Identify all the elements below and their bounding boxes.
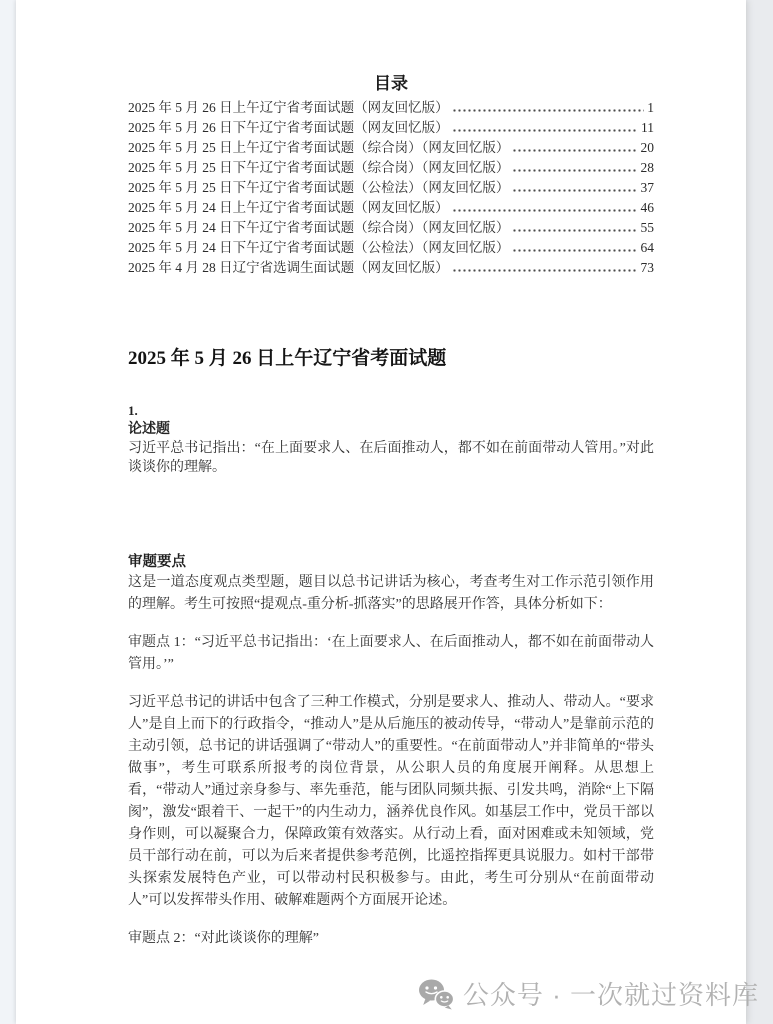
toc-dot-leader (512, 229, 637, 232)
analysis-point-2: 审题点 2：“对此谈谈你的理解” (128, 931, 319, 946)
toc-dot-leader (512, 169, 637, 172)
analysis-heading: 审题要点 (128, 554, 186, 570)
toc-dot-leader (452, 109, 645, 112)
toc-entry-page: 46 (640, 200, 654, 215)
toc-dot-leader (452, 269, 638, 272)
toc-dot-leader (512, 149, 637, 152)
toc-entry (128, 96, 654, 116)
toc-entry (128, 256, 654, 276)
toc-dot-leader (512, 249, 637, 252)
toc-entry (128, 116, 654, 136)
toc-entry-page: 1 (647, 100, 654, 115)
toc-dot-leader (452, 209, 638, 212)
toc-list (128, 96, 654, 276)
question-text: 习近平总书记指出：“在上面要求人、在后面推动人，都不如在前面带动人管用。”对此谈谈你的理解。 (128, 441, 654, 475)
toc-entry (128, 156, 654, 176)
toc-entry-page: 55 (640, 220, 654, 235)
toc-entry-page: 37 (640, 180, 654, 195)
toc-entry (128, 236, 654, 256)
toc-entry-label: 2025 年 5 月 24 日上午辽宁省考面试题（网友回忆版） (128, 200, 449, 215)
toc-entry-label: 2025 年 5 月 26 日上午辽宁省考面试题（网友回忆版） (128, 100, 449, 115)
toc-dot-leader (512, 189, 637, 192)
analysis-point-1: 审题点 1：“习近平总书记指出：‘在上面要求人、在后面推动人，都不如在前面带动人管用。’” (128, 635, 654, 672)
toc-entry-label: 2025 年 5 月 25 日上午辽宁省考面试题（综合岗）（网友回忆版） (128, 140, 510, 155)
toc-entry (128, 196, 654, 216)
watermark-footer (418, 975, 759, 1012)
toc-entry (128, 176, 654, 196)
section-heading: 2025 年 5 月 26 日上午辽宁省考面试题 (128, 348, 447, 369)
toc-entry (128, 216, 654, 236)
question-type: 论述题 (128, 422, 170, 437)
toc-entry-label: 2025 年 5 月 26 日下午辽宁省考面试题（网友回忆版） (128, 120, 449, 135)
toc-dot-leader (452, 129, 638, 132)
question-number: 1. (128, 403, 138, 418)
toc-entry-label: 2025 年 5 月 24 日下午辽宁省考面试题（公检法）（网友回忆版） (128, 240, 510, 255)
toc-entry-page: 73 (640, 260, 654, 275)
toc-entry-page: 28 (640, 160, 654, 175)
toc-entry-label: 2025 年 5 月 25 日下午辽宁省考面试题（公检法）（网友回忆版） (128, 180, 510, 195)
toc-entry-page: 11 (641, 120, 654, 135)
toc-entry-page: 20 (640, 140, 654, 155)
watermark-text: 公众号 · 一次就过资料库 (462, 980, 759, 1010)
page-content (128, 0, 654, 950)
toc-entry-label: 2025 年 4 月 28 日辽宁省选调生面试题（网友回忆版） (128, 260, 449, 275)
wechat-icon (418, 978, 454, 1010)
toc-entry-page: 64 (640, 240, 654, 255)
document-page (16, 0, 746, 1024)
toc-title: 目录 (374, 74, 408, 93)
analysis-intro: 这是一道态度观点类型题，题目以总书记讲话为核心，考查考生对工作示范引领作用的理解。考生可按照“提观点-重分析-抓落实”的思路展开作答，具体分析如下： (128, 575, 654, 612)
toc-entry (128, 136, 654, 156)
toc-entry-label: 2025 年 5 月 24 日下午辽宁省考面试题（综合岗）（网友回忆版） (128, 220, 510, 235)
toc-entry-label: 2025 年 5 月 25 日下午辽宁省考面试题（综合岗）（网友回忆版） (128, 160, 510, 175)
analysis-point-1-body: 习近平总书记的讲话中包含了三种工作模式，分别是要求人、推动人、带动人。“要求人”是自上而下的行政指令，“推动人”是从后施压的被动传导，“带动人”是靠前示范的主动引领，总书记的讲话强调了“带动人”的重要性。“在前面带动人”并非简单的“带头做事”，考生可联系所报考的岗位背景，从公职人员的角度展开阐释。从思想上看，“带动人”通过亲身参与、率先垂范，能与团队同频共振、引发共鸣，消除“上下隔阂”，激发“跟着干、一起干”的内生动力，涵养优良作风。如基层工作中，党员干部以身作则，可以凝聚合力，保障政策有效落实。从行动上看，面对困难或未知领域，党员干部行动在前，可以为后来者提供参考范例，比遥控指挥更具说服力。如村干部带头探索发展特色产业，可以带动村民积极参与。由此，考生可分别从“在前面带动人”可以发挥带头作用、破解难题两个方面展开论述。 (128, 695, 654, 908)
